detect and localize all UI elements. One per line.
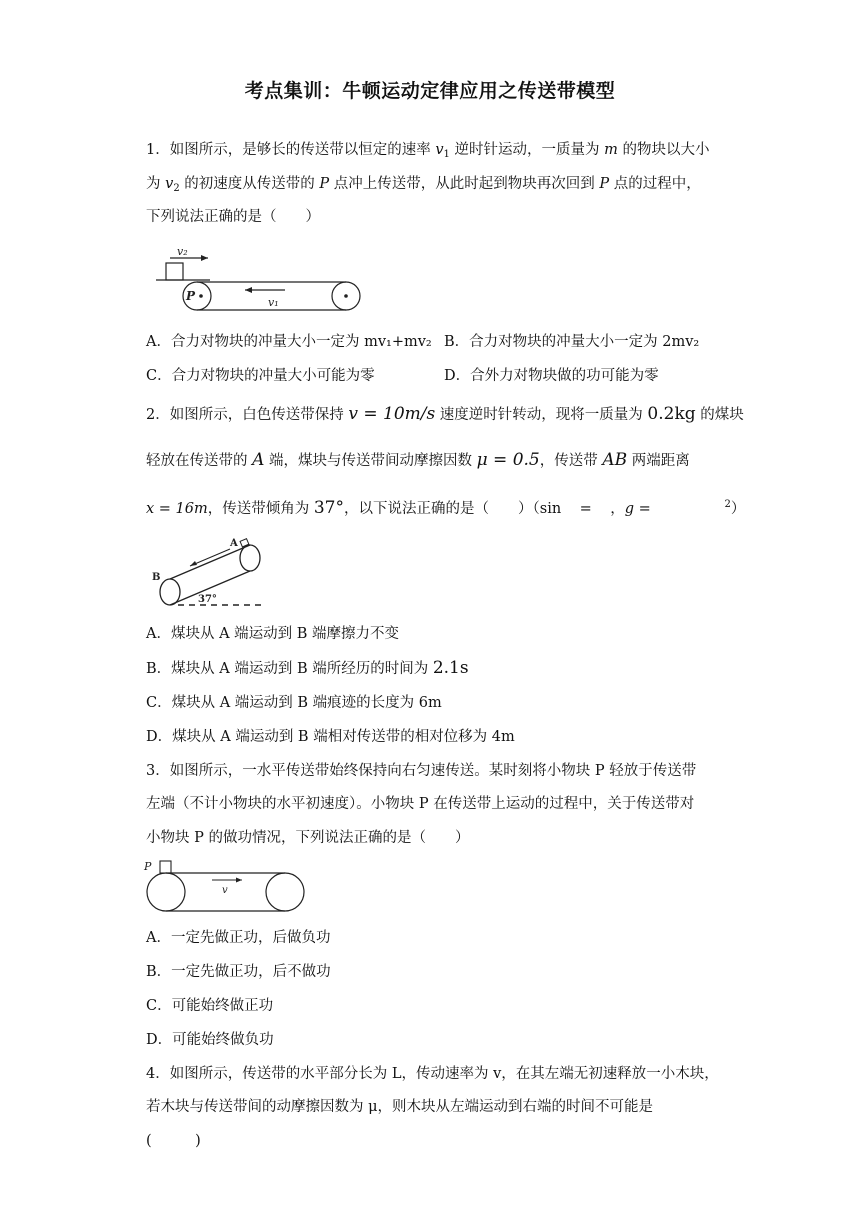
q2-line1: 2．如图所示，白色传送带保持 v = 10m/s 速度逆时针转动，现将一质量为 0.2kg 的煤块 bbox=[146, 404, 744, 424]
q2-figure bbox=[150, 536, 280, 612]
bottom-pulley bbox=[160, 579, 180, 605]
block bbox=[160, 861, 171, 873]
q4-line3: ( ) bbox=[146, 1133, 201, 1149]
q1-line1: 1．如图所示，是够长的传送带以恒定的速率 $v_1$ 逆时针运动，一质量为 m 的物块以大小 bbox=[146, 142, 710, 160]
q3-line2: 左端（不计小物块的水平初速度）。小物块 P 在传送带上运动的过程中，关于传送带对 bbox=[146, 796, 695, 812]
q1-line2: 为 $v_2$ 的初速度从传送带的 P 点冲上传送带，从此时起到物块再次回到 P 点的过程中， bbox=[146, 176, 701, 194]
q1-option-c: C．合力对物块的冲量大小可能为零 bbox=[146, 368, 375, 384]
left-pulley bbox=[147, 873, 185, 911]
q2-line3: x = 16m，传送带倾角为 37°，以下说法正确的是（ ）（sin = ，g = $^2$） bbox=[146, 498, 746, 518]
q4-line2: 若木块与传送带间的动摩擦因数为 μ，则木块从左端运动到右端的时间不可能是 bbox=[146, 1099, 654, 1115]
arrow-down-left-icon bbox=[190, 561, 197, 566]
q3-line1: 3．如图所示，一水平传送带始终保持向右匀速传送。某时刻将小物块 P 轻放于传送带 bbox=[146, 763, 697, 779]
q1-line3: 下列说法正确的是（ ） bbox=[146, 209, 320, 225]
q1-option-d: D．合外力对物块做的功可能为零 bbox=[444, 368, 659, 384]
v-label: v bbox=[222, 885, 228, 896]
block bbox=[166, 263, 183, 280]
q3-option-c: C．可能始终做正功 bbox=[146, 998, 274, 1014]
v2-label: v₂ bbox=[177, 245, 188, 258]
q3-option-b: B．一定先做正功，后不做功 bbox=[146, 964, 331, 980]
q1-figure bbox=[150, 240, 370, 320]
q2-option-a: A．煤块从 A 端运动到 B 端摩擦力不变 bbox=[146, 626, 400, 642]
q1-option-a: A．合力对物块的冲量大小一定为 mv₁+mv₂ bbox=[146, 334, 432, 350]
q1-option-b: B．合力对物块的冲量大小一定为 2mv₂ bbox=[444, 334, 700, 350]
arrow-left-icon bbox=[245, 287, 252, 293]
a-label: A bbox=[230, 538, 238, 549]
arrow-right-icon bbox=[236, 878, 242, 883]
q2-line2: 轻放在传送带的 A 端，煤块与传送带间动摩擦因数 μ = 0.5，传送带 AB 两端距离 bbox=[146, 450, 690, 470]
belt-upper bbox=[170, 545, 250, 579]
q2-option-b: B．煤块从 A 端运动到 B 端所经历的时间为 2.1s bbox=[146, 658, 469, 678]
p-label: P bbox=[186, 289, 196, 303]
p-label: P bbox=[144, 860, 152, 873]
page-title: 考点集训：牛顿运动定律应用之传送带模型 bbox=[244, 80, 616, 102]
q3-line3: 小物块 P 的做功情况，下列说法正确的是（ ） bbox=[146, 830, 470, 846]
q2-option-d: D．煤块从 A 端运动到 B 端相对传送带的相对位移为 4m bbox=[146, 729, 515, 745]
angle-label: 37° bbox=[198, 594, 217, 605]
q3-option-d: D．可能始终做负功 bbox=[146, 1032, 274, 1048]
q4-line1: 4．如图所示，传送带的水平部分长为 L，传动速率为 v，在其左端无初速释放一小木块， bbox=[146, 1066, 719, 1082]
arrow-right-icon bbox=[201, 255, 208, 261]
q3-option-a: A．一定先做正功，后做负功 bbox=[146, 930, 331, 946]
right-pulley bbox=[266, 873, 304, 911]
b-label: B bbox=[152, 572, 161, 583]
top-pulley bbox=[240, 545, 260, 571]
q2-option-c: C．煤块从 A 端运动到 B 端痕迹的长度为 6m bbox=[146, 695, 442, 711]
q3-figure bbox=[140, 856, 320, 916]
v1-label: v₁ bbox=[268, 296, 279, 309]
